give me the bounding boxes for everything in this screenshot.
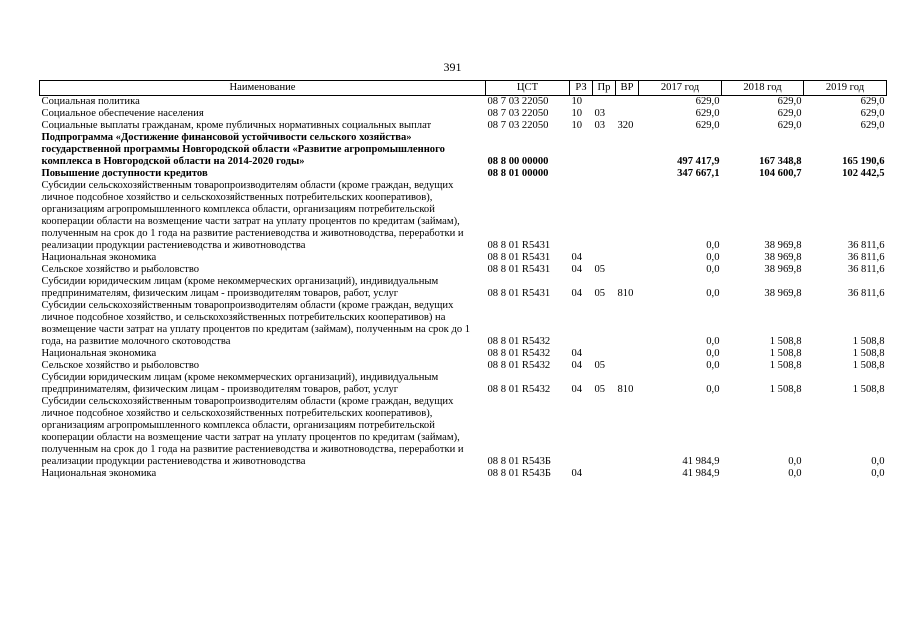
cell-cst: 08 7 03 22050 — [487, 96, 549, 107]
table-row — [40, 132, 887, 168]
page-number: 391 — [443, 60, 462, 74]
cell-vr — [616, 108, 639, 120]
cell-rz: 04 — [571, 348, 583, 359]
cell-cst: 08 8 01 R5431 — [487, 288, 551, 299]
cell-cst: 08 8 01 R5432 — [487, 336, 551, 347]
cell-y2019: 36 811,6 — [847, 252, 885, 263]
table-row — [40, 168, 887, 180]
cell-y2017: 41 984,9 — [682, 468, 720, 479]
header-rz: РЗ — [570, 81, 593, 96]
cell-name: Субсидии юридическим лицам (кроме некоммерческих организаций), индивидуальным предпринимателям, физическим лицам - производителям товаров, работ, услуг — [41, 372, 439, 395]
cell-y2017: 0,0 — [706, 264, 720, 275]
cell-y2019: 36 811,6 — [847, 264, 885, 275]
cell-pr — [593, 180, 616, 252]
cell-y2018: 38 969,8 — [764, 264, 802, 275]
table-row — [40, 252, 887, 264]
cell-y2017: 0,0 — [706, 288, 720, 299]
cell-y2018: 629,0 — [777, 96, 802, 107]
cell-y2017: 0,0 — [706, 348, 720, 359]
cell-rz: 04 — [571, 384, 583, 395]
cell-y2019: 1 508,8 — [852, 360, 885, 371]
cell-vr — [616, 96, 639, 109]
cell-rz: 10 — [571, 108, 583, 119]
cell-y2018: 38 969,8 — [764, 252, 802, 263]
cell-rz: 04 — [571, 264, 583, 275]
header-2018: 2018 год — [722, 81, 804, 96]
cell-cst: 08 8 01 R543Б — [487, 456, 551, 467]
cell-vr — [616, 396, 639, 468]
cell-rz: 10 — [571, 120, 583, 131]
cell-y2019: 1 508,8 — [852, 384, 885, 395]
cell-y2018: 167 348,8 — [759, 156, 802, 167]
cell-pr — [593, 348, 616, 360]
cell-name: Повышение доступности кредитов — [41, 168, 208, 179]
table-row — [40, 372, 887, 396]
table-row — [40, 264, 887, 276]
cell-y2019: 1 508,8 — [852, 336, 885, 347]
cell-pr — [593, 132, 616, 168]
cell-y2019: 102 442,5 — [842, 168, 885, 179]
cell-vr: 320 — [617, 120, 634, 131]
cell-name: Социальная политика — [41, 96, 140, 107]
table-row — [40, 300, 887, 348]
budget-table — [39, 80, 887, 480]
cell-pr — [593, 300, 616, 348]
cell-y2019: 1 508,8 — [852, 348, 885, 359]
table-row — [40, 360, 887, 372]
cell-pr: 05 — [594, 384, 606, 395]
cell-y2019: 0,0 — [871, 468, 885, 479]
cell-cst: 08 8 01 00000 — [487, 168, 549, 179]
cell-y2018: 104 600,7 — [759, 168, 802, 179]
cell-y2019: 629,0 — [860, 96, 885, 107]
cell-vr — [616, 252, 639, 264]
cell-y2017: 347 667,1 — [677, 168, 720, 179]
cell-vr — [616, 168, 639, 180]
cell-y2018: 629,0 — [777, 120, 802, 131]
cell-pr — [593, 168, 616, 180]
cell-rz: 10 — [571, 96, 583, 107]
cell-name: Социальное обеспечение населения — [41, 108, 204, 119]
header-2017: 2017 год — [639, 81, 722, 96]
cell-vr — [616, 264, 639, 276]
cell-y2019: 629,0 — [860, 120, 885, 131]
table-row — [40, 96, 887, 109]
cell-y2017: 629,0 — [695, 108, 720, 119]
cell-name: Сельское хозяйство и рыболовство — [41, 360, 200, 371]
cell-y2017: 0,0 — [706, 360, 720, 371]
cell-vr — [616, 132, 639, 168]
cell-cst: 08 8 01 R5432 — [487, 384, 551, 395]
cell-cst: 08 8 01 R5432 — [487, 348, 551, 359]
cell-y2017: 0,0 — [706, 240, 720, 251]
cell-name: Субсидии сельскохозяйственным товаропроизводителям области (кроме граждан, ведущих личное подсобное хозяйство и сельскохозяйственных потребительских кооперативов), организациям агропромышленного комплекса области, организациям потребительской кооперации области на возмещение части затрат на уплату процентов по кредитам (займам), полученным на срок до 1 года на развитие растениеводства и животноводства, переработки и реализации продукции растениеводства и животноводства — [41, 180, 464, 251]
cell-pr — [593, 468, 616, 480]
cell-cst: 08 8 01 R5431 — [487, 240, 551, 251]
cell-rz — [570, 300, 593, 348]
cell-y2017: 497 417,9 — [677, 156, 720, 167]
table-row — [40, 276, 887, 300]
cell-y2017: 0,0 — [706, 384, 720, 395]
cell-name: Национальная экономика — [41, 468, 157, 479]
cell-y2018: 1 508,8 — [769, 360, 802, 371]
cell-rz — [570, 180, 593, 252]
cell-y2018: 1 508,8 — [769, 384, 802, 395]
header-cst: ЦСТ — [486, 81, 570, 96]
cell-y2017: 629,0 — [695, 96, 720, 107]
cell-rz: 04 — [571, 468, 583, 479]
cell-cst: 08 7 03 22050 — [487, 108, 549, 119]
cell-y2018: 1 508,8 — [769, 348, 802, 359]
table-row — [40, 348, 887, 360]
cell-y2017: 0,0 — [706, 252, 720, 263]
table-row — [40, 180, 887, 252]
cell-pr: 03 — [594, 120, 606, 131]
cell-y2019: 36 811,6 — [847, 240, 885, 251]
cell-pr: 05 — [594, 264, 606, 275]
header-vr: ВР — [616, 81, 639, 96]
cell-y2019: 165 190,6 — [842, 156, 885, 167]
cell-y2018: 0,0 — [788, 468, 802, 479]
cell-name: Подпрограмма «Достижение финансовой устойчивости сельского хозяйства» государственной программы Новгородской области «Развитие агропромышленного комплекса в Новгородской области на 2014-2020 годы» — [41, 132, 445, 167]
table-row — [40, 396, 887, 468]
cell-cst: 08 8 01 R5431 — [487, 264, 551, 275]
cell-cst: 08 7 03 22050 — [487, 120, 549, 131]
cell-vr — [616, 468, 639, 480]
cell-y2018: 1 508,8 — [769, 336, 802, 347]
cell-vr — [616, 360, 639, 372]
cell-vr: 810 — [617, 288, 634, 299]
cell-y2019: 629,0 — [860, 108, 885, 119]
cell-pr: 05 — [594, 360, 606, 371]
cell-cst: 08 8 00 00000 — [487, 156, 549, 167]
cell-vr — [616, 348, 639, 360]
cell-cst: 08 8 01 R543Б — [487, 468, 551, 479]
cell-y2018: 38 969,8 — [764, 288, 802, 299]
table-row — [40, 120, 887, 132]
cell-vr — [616, 300, 639, 348]
cell-name: Сельское хозяйство и рыболовство — [41, 264, 200, 275]
cell-name: Субсидии сельскохозяйственным товаропроизводителям области (кроме граждан, ведущих личное подсобное хозяйство, и сельскохозяйственных потребительских кооперативов) на возмещение части затрат на уплату процентов по кредитам (займам), полученным на срок до 1 года, на развитие молочного скотоводства — [41, 300, 471, 347]
cell-y2017: 0,0 — [706, 336, 720, 347]
cell-rz: 04 — [571, 360, 583, 371]
cell-cst: 08 8 01 R5431 — [487, 252, 551, 263]
cell-vr: 810 — [617, 384, 634, 395]
table-header-row — [40, 81, 887, 96]
cell-y2018: 0,0 — [788, 456, 802, 467]
cell-pr: 03 — [594, 108, 606, 119]
cell-pr — [593, 396, 616, 468]
cell-vr — [616, 180, 639, 252]
header-name: Наименование — [40, 81, 486, 96]
table-body — [40, 96, 887, 481]
cell-name: Субсидии сельскохозяйственным товаропроизводителям области (кроме граждан, ведущих личное подсобное хозяйство и сельскохозяйственных потребительских кооперативов), организациям агропромышленного комплекса области, организациям потребительской кооперации области на возмещение части затрат на уплату процентов по кредитам (займам), полученным на срок до 1 года на развитие растениеводства и животноводства, переработки и реализации продукции растениеводства и животноводства — [41, 396, 464, 467]
cell-rz: 04 — [571, 288, 583, 299]
cell-name: Национальная экономика — [41, 348, 157, 359]
cell-pr — [593, 96, 616, 109]
cell-y2019: 0,0 — [871, 456, 885, 467]
table-row — [40, 108, 887, 120]
header-2019: 2019 год — [804, 81, 887, 96]
cell-y2017: 629,0 — [695, 120, 720, 131]
cell-name: Субсидии юридическим лицам (кроме некоммерческих организаций), индивидуальным предпринимателям, физическим лицам - производителям товаров, работ, услуг — [41, 276, 439, 299]
cell-y2018: 38 969,8 — [764, 240, 802, 251]
cell-y2017: 41 984,9 — [682, 456, 720, 467]
header-pr: Пр — [593, 81, 616, 96]
cell-cst: 08 8 01 R5432 — [487, 360, 551, 371]
cell-pr: 05 — [594, 288, 606, 299]
cell-rz — [570, 396, 593, 468]
cell-y2018: 629,0 — [777, 108, 802, 119]
cell-rz — [570, 168, 593, 180]
cell-name: Социальные выплаты гражданам, кроме публичных нормативных социальных выплат — [41, 120, 432, 131]
cell-pr — [593, 252, 616, 264]
cell-name: Национальная экономика — [41, 252, 157, 263]
cell-y2019: 36 811,6 — [847, 288, 885, 299]
table-row — [40, 468, 887, 480]
cell-rz — [570, 132, 593, 168]
cell-rz: 04 — [571, 252, 583, 263]
